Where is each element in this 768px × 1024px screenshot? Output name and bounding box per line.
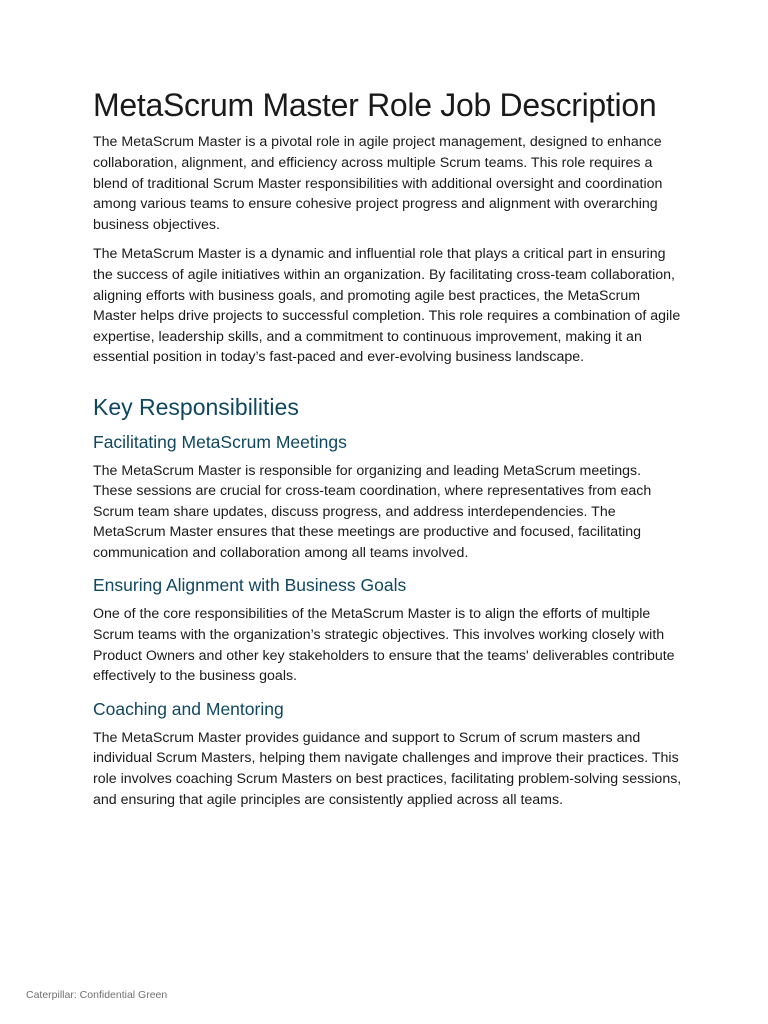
subsection-body-coaching: The MetaScrum Master provides guidance and support to Scrum of scrum masters and individual Scrum Masters, helping them navigate challenges and improve their practices. This role involves coaching Scrum Masters on best practices, facilitating problem-solving sessions, and ensuring that agile principles are consistently applied across all teams. [93,729,682,808]
confidentiality-footer: Caterpillar: Confidential Green [26,989,168,1001]
intro-paragraph-2: The MetaScrum Master is a dynamic and influential role that plays a critical part in ensuring the success of agile initiatives within an organization. By facilitating cross-team collaboration, aligning efforts with business goals, and promoting agile best practices, the MetaScrum Master helps drive projects to successful completion. This role requires a combination of agile expertise, leadership skills, and a commitment to continuous improvement, making it an essential position in today’s fast-paced and ever-evolving business landscape. [93,246,681,366]
subsection-heading-coaching: Coaching and Mentoring [93,698,284,719]
section-heading-key-responsibilities: Key Responsibilities [93,393,299,420]
document-title: MetaScrum Master Role Job Description [93,87,657,123]
subsection-body-business-alignment: One of the core responsibilities of the MetaScrum Master is to align the efforts of multiple Scrum teams with the organization’s strategic objectives. This involves working closely with Product Owners and other key stakeholders to ensure that the teams' deliverables contribute effectively to the business goals. [93,606,675,685]
subsection-heading-business-alignment: Ensuring Alignment with Business Goals [93,575,407,596]
intro-paragraph-1: The MetaScrum Master is a pivotal role in agile project management, designed to enhance collaboration, alignment, and efficiency across multiple Scrum teams. This role requires a blend of traditional Scrum Master responsibilities with additional oversight and coordination among various teams to ensure cohesive project progress and alignment with overarching business objectives. [93,134,663,233]
subsection-heading-facilitating-meetings: Facilitating MetaScrum Meetings [93,431,347,452]
subsection-body-facilitating-meetings: The MetaScrum Master is responsible for organizing and leading MetaScrum meetings. These sessions are crucial for cross-team coordination, where representatives from each Scrum team share updates, discuss progress, and address interdependencies. The MetaScrum Master ensures that these meetings are productive and focused, facilitating communication and collaboration among all teams involved. [93,462,652,561]
document-page [93,86,683,819]
